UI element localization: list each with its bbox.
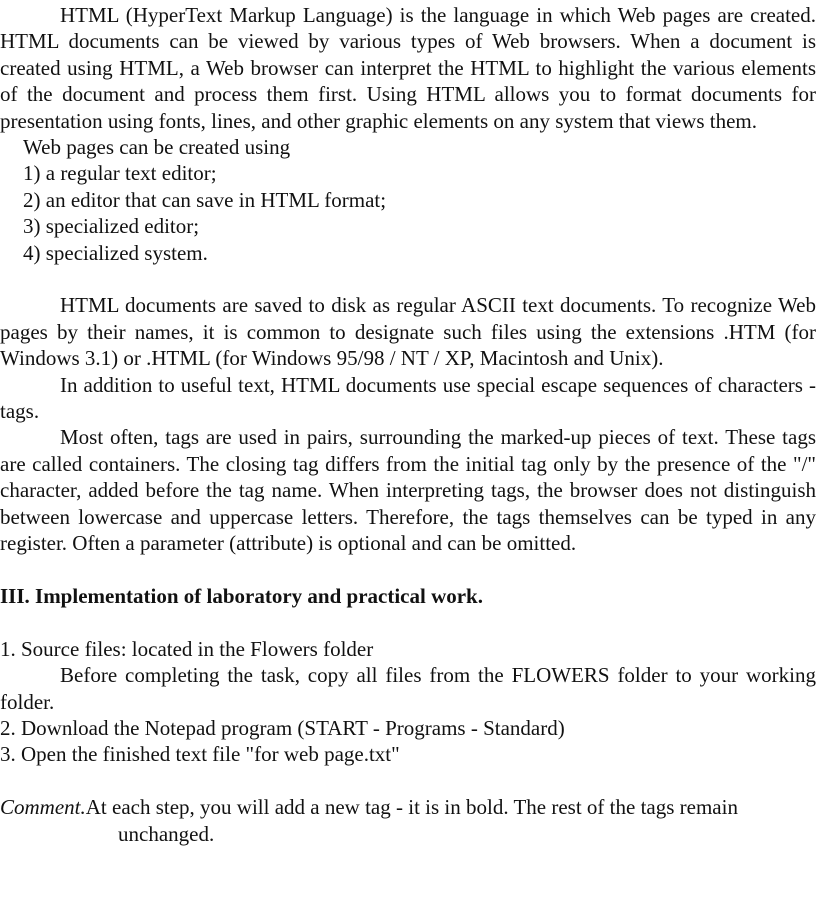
comment-line-1 <box>0 794 816 820</box>
list-item: 4) specialized system. <box>23 240 208 265</box>
intro-paragraph: HTML (HyperText Markup Language) is the language in which Web pages are created. HTML documents can be viewed by various types of Web browsers. When a document is created using HTML, a Web browser can interpret the HTML to highlight the various elements of the document and process them first. Using HTML allows you to format documents for presentation using fonts, lines, and other graphic elements on any system that views them. <box>0 3 816 133</box>
blank-line <box>0 609 816 635</box>
step-1: 1. Source files: located in the Flowers folder <box>0 636 374 661</box>
comment-line-2: unchanged. <box>118 821 215 846</box>
blank-line <box>0 557 816 583</box>
list-intro: Web pages can be created using <box>23 135 291 160</box>
comment-block <box>0 794 816 847</box>
step-2: 2. Download the Notepad program (START - Programs - Standard) <box>0 715 565 740</box>
step-3: 3. Open the finished text file "for web page.txt" <box>0 742 400 767</box>
step-1-detail: Before completing the task, copy all files from the FLOWERS folder to your working folder. <box>0 663 816 714</box>
list-item: 2) an editor that can save in HTML format; <box>23 187 387 212</box>
list-item: 3) specialized editor; <box>23 214 200 239</box>
list-item: 1) a regular text editor; <box>23 161 217 186</box>
comment-text: At each step, you will add a new tag - it is in bold. The rest of the tags remain <box>85 795 738 820</box>
blank-line <box>0 266 816 292</box>
section-heading: III. Implementation of laboratory and practical work. <box>0 583 483 608</box>
tags-paragraph: In addition to useful text, HTML documents use special escape sequences of characters - tags. <box>0 372 816 424</box>
containers-paragraph: Most often, tags are used in pairs, surrounding the marked-up pieces of text. These tags are called containers. The closing tag differs from the initial tag only by the presence of the "/" character, added before the tag name. When interpreting tags, the browser does not distinguish between lowercase and uppercase letters. Therefore, the tags themselves can be typed in any register. Often a parameter (attribute) is optional and can be omitted. <box>0 425 816 556</box>
blank-line <box>0 768 816 794</box>
ascii-paragraph: HTML documents are saved to disk as regular ASCII text documents. To recognize Web pages by their names, it is common to designate such files using the extensions .HTM (for Windows 3.1) or .HTML (for Windows 95/98 / NT / XP, Macintosh and Unix). <box>0 293 816 371</box>
editor-list <box>0 160 816 266</box>
comment-label: Comment. <box>0 795 86 820</box>
